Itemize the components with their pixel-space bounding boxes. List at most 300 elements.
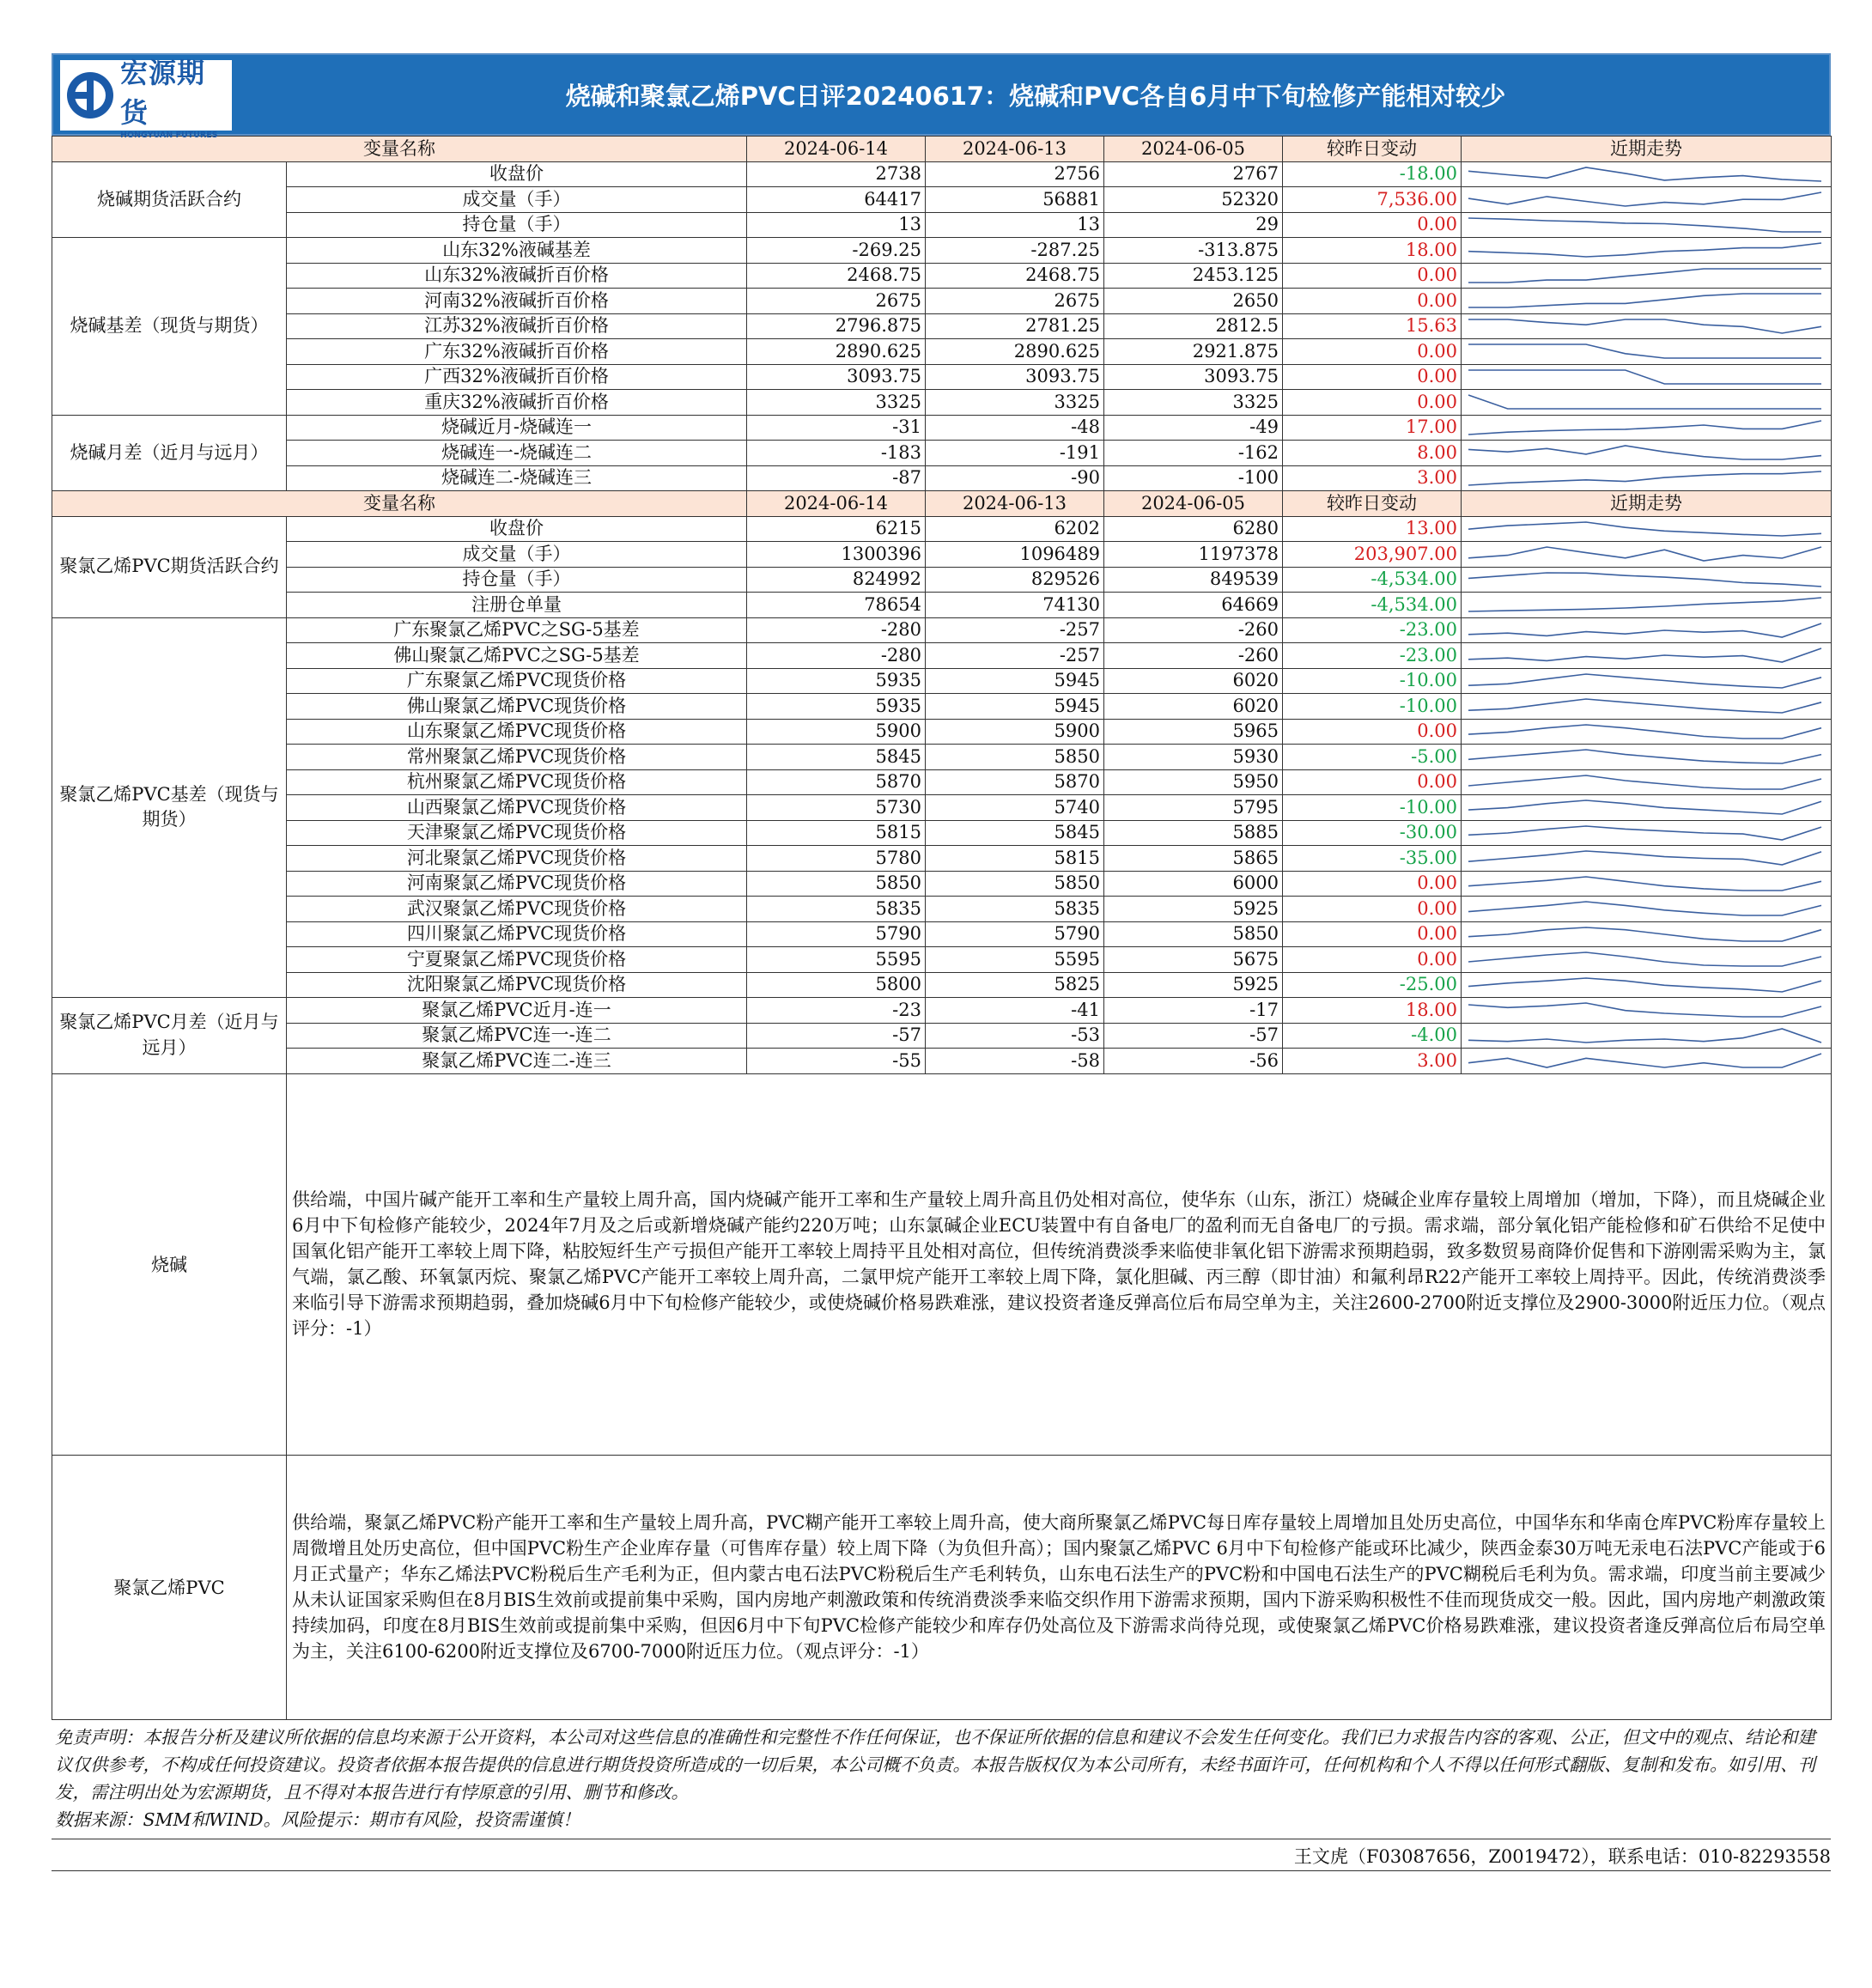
group-label: 烧碱期货活跃合约 — [52, 161, 287, 238]
value-2024-06-05: 5675 — [1104, 947, 1283, 973]
sparkline-line — [1468, 978, 1821, 992]
value-2024-06-05: -100 — [1104, 465, 1283, 491]
variable-name: 广东聚氯乙烯PVC现货价格 — [287, 668, 747, 694]
value-2024-06-05: 5950 — [1104, 769, 1283, 795]
value-2024-06-05: 5850 — [1104, 921, 1283, 947]
variable-name: 烧碱连二-烧碱连三 — [287, 465, 747, 491]
value-2024-06-14: -87 — [747, 465, 926, 491]
sparkline-chart — [1463, 593, 1826, 616]
table-row — [52, 161, 1832, 187]
sparkline-chart — [1463, 670, 1826, 692]
sparkline-chart — [1463, 416, 1826, 439]
value-2024-06-05: -49 — [1104, 415, 1283, 441]
sparkline-chart — [1463, 264, 1826, 287]
value-2024-06-14: 5780 — [747, 846, 926, 872]
header-col-3: 2024-06-05 — [1104, 491, 1283, 517]
sparkline-line — [1468, 1054, 1821, 1067]
value-2024-06-05: 29 — [1104, 212, 1283, 238]
sparkline-chart — [1463, 315, 1826, 337]
daily-change: 0.00 — [1283, 263, 1462, 289]
variable-name: 收盘价 — [287, 161, 747, 187]
value-2024-06-13: -90 — [926, 465, 1104, 491]
trend-sparkline — [1462, 694, 1832, 720]
header-row — [52, 491, 1832, 517]
value-2024-06-13: 5825 — [926, 972, 1104, 998]
header-col-1: 2024-06-14 — [747, 491, 926, 517]
value-2024-06-14: 5870 — [747, 769, 926, 795]
variable-name: 江苏32%液碱折百价格 — [287, 313, 747, 339]
trend-sparkline — [1462, 567, 1832, 593]
sparkline-line — [1468, 674, 1821, 688]
trend-sparkline — [1462, 972, 1832, 998]
trend-sparkline — [1462, 617, 1832, 643]
value-2024-06-14: 5835 — [747, 897, 926, 922]
value-2024-06-14: -23 — [747, 998, 926, 1024]
sparkline-line — [1468, 826, 1821, 840]
trend-sparkline — [1462, 795, 1832, 821]
table-row — [52, 668, 1832, 694]
variable-name: 沈阳聚氯乙烯PVC现货价格 — [287, 972, 747, 998]
daily-change: 0.00 — [1283, 897, 1462, 922]
sparkline-line — [1468, 294, 1821, 307]
sparkline-chart — [1463, 289, 1826, 312]
sparkline-chart — [1463, 771, 1826, 793]
header-col-4: 较昨日变动 — [1283, 491, 1462, 517]
value-2024-06-14: 13 — [747, 212, 926, 238]
variable-name: 山西聚氯乙烯PVC现货价格 — [287, 795, 747, 821]
trend-sparkline — [1462, 161, 1832, 187]
table-row — [52, 263, 1832, 289]
trend-sparkline — [1462, 187, 1832, 213]
variable-name: 武汉聚氯乙烯PVC现货价格 — [287, 897, 747, 922]
sparkline-line — [1468, 648, 1821, 662]
value-2024-06-13: 5815 — [926, 846, 1104, 872]
group-label: 聚氯乙烯PVC期货活跃合约 — [52, 516, 287, 617]
table-row — [52, 998, 1832, 1024]
sparkline-chart — [1463, 518, 1826, 540]
sparkline-line — [1468, 547, 1821, 561]
daily-change: 0.00 — [1283, 769, 1462, 795]
table-row — [52, 415, 1832, 441]
daily-change: -4,534.00 — [1283, 567, 1462, 593]
sparkline-line — [1468, 598, 1821, 611]
sparkline-chart — [1463, 441, 1826, 464]
value-2024-06-13: 5595 — [926, 947, 1104, 973]
value-2024-06-05: -162 — [1104, 441, 1283, 466]
daily-change: -10.00 — [1283, 668, 1462, 694]
value-2024-06-13: 2468.75 — [926, 263, 1104, 289]
sparkline-chart — [1463, 188, 1826, 210]
sparkline-line — [1468, 623, 1821, 637]
sparkline-line — [1468, 851, 1821, 865]
value-2024-06-13: -257 — [926, 643, 1104, 669]
value-2024-06-13: -287.25 — [926, 238, 1104, 264]
trend-sparkline — [1462, 238, 1832, 264]
value-2024-06-13: 6202 — [926, 516, 1104, 542]
value-2024-06-05: 2650 — [1104, 289, 1283, 314]
value-2024-06-13: 5850 — [926, 745, 1104, 770]
value-2024-06-13: 5945 — [926, 694, 1104, 720]
value-2024-06-14: 5790 — [747, 921, 926, 947]
value-2024-06-14: 5935 — [747, 694, 926, 720]
table-row — [52, 897, 1832, 922]
table-row — [52, 921, 1832, 947]
sparkline-chart — [1463, 948, 1826, 970]
daily-change: -4,534.00 — [1283, 593, 1462, 618]
table-row — [52, 820, 1832, 846]
trend-sparkline — [1462, 668, 1832, 694]
value-2024-06-13: -58 — [926, 1049, 1104, 1074]
value-2024-06-05: 849539 — [1104, 567, 1283, 593]
value-2024-06-05: 6000 — [1104, 871, 1283, 897]
value-2024-06-14: 2675 — [747, 289, 926, 314]
sparkline-chart — [1463, 923, 1826, 945]
logo-mark-icon — [65, 70, 115, 120]
value-2024-06-05: -56 — [1104, 1049, 1283, 1074]
trend-sparkline — [1462, 871, 1832, 897]
value-2024-06-14: 5850 — [747, 871, 926, 897]
sparkline-chart — [1463, 366, 1826, 388]
disclaimer-block — [52, 1720, 1831, 1839]
table-row — [52, 643, 1832, 669]
value-2024-06-14: 2796.875 — [747, 313, 926, 339]
value-2024-06-13: 2675 — [926, 289, 1104, 314]
sparkline-line — [1468, 471, 1821, 485]
value-2024-06-13: -191 — [926, 441, 1104, 466]
daily-change: -18.00 — [1283, 161, 1462, 187]
sparkline-line — [1468, 1003, 1821, 1017]
table-row — [52, 1023, 1832, 1049]
daily-change: 0.00 — [1283, 921, 1462, 947]
sparkline-chart — [1463, 745, 1826, 768]
trend-sparkline — [1462, 364, 1832, 390]
sparkline-line — [1468, 775, 1821, 789]
variable-name: 杭州聚氯乙烯PVC现货价格 — [287, 769, 747, 795]
table-row — [52, 390, 1832, 416]
value-2024-06-14: -55 — [747, 1049, 926, 1074]
group-label: 烧碱基差（现货与期货） — [52, 238, 287, 416]
trend-sparkline — [1462, 415, 1832, 441]
value-2024-06-13: -41 — [926, 998, 1104, 1024]
table-row — [52, 289, 1832, 314]
daily-change: -4.00 — [1283, 1023, 1462, 1049]
value-2024-06-13: 2756 — [926, 161, 1104, 187]
sparkline-chart — [1463, 720, 1826, 743]
variable-name: 天津聚氯乙烯PVC现货价格 — [287, 820, 747, 846]
variable-name: 广东32%液碱折百价格 — [287, 339, 747, 365]
value-2024-06-14: 824992 — [747, 567, 926, 593]
trend-sparkline — [1462, 947, 1832, 973]
value-2024-06-13: 3093.75 — [926, 364, 1104, 390]
value-2024-06-05: -17 — [1104, 998, 1283, 1024]
value-2024-06-05: 6020 — [1104, 668, 1283, 694]
value-2024-06-14: 1300396 — [747, 542, 926, 568]
daily-change: 13.00 — [1283, 516, 1462, 542]
value-2024-06-14: 5730 — [747, 795, 926, 821]
value-2024-06-05: 3325 — [1104, 390, 1283, 416]
header-col-5: 近期走势 — [1462, 137, 1832, 162]
trend-sparkline — [1462, 313, 1832, 339]
table-row — [52, 313, 1832, 339]
variable-name: 山东32%液碱折百价格 — [287, 263, 747, 289]
sparkline-chart — [1463, 847, 1826, 869]
value-2024-06-13: 74130 — [926, 593, 1104, 618]
value-2024-06-05: 6280 — [1104, 516, 1283, 542]
value-2024-06-14: 2468.75 — [747, 263, 926, 289]
table-row — [52, 339, 1832, 365]
sparkline-chart — [1463, 822, 1826, 844]
value-2024-06-05: -260 — [1104, 643, 1283, 669]
value-2024-06-14: -31 — [747, 415, 926, 441]
daily-change: 0.00 — [1283, 871, 1462, 897]
daily-change: 18.00 — [1283, 238, 1462, 264]
daily-change: 17.00 — [1283, 415, 1462, 441]
value-2024-06-14: 64417 — [747, 187, 926, 213]
value-2024-06-05: 5930 — [1104, 745, 1283, 770]
sparkline-line — [1468, 344, 1821, 358]
sparkline-line — [1468, 573, 1821, 587]
value-2024-06-13: 5850 — [926, 871, 1104, 897]
value-2024-06-05: 3093.75 — [1104, 364, 1283, 390]
variable-name: 山东32%液碱基差 — [287, 238, 747, 264]
trend-sparkline — [1462, 390, 1832, 416]
variable-name: 持仓量（手） — [287, 212, 747, 238]
daily-change: -30.00 — [1283, 820, 1462, 846]
value-2024-06-05: -57 — [1104, 1023, 1283, 1049]
value-2024-06-14: -280 — [747, 617, 926, 643]
value-2024-06-14: 6215 — [747, 516, 926, 542]
value-2024-06-13: 13 — [926, 212, 1104, 238]
table-row — [52, 871, 1832, 897]
variable-name: 收盘价 — [287, 516, 747, 542]
table-row — [52, 745, 1832, 770]
trend-sparkline — [1462, 897, 1832, 922]
value-2024-06-13: 829526 — [926, 567, 1104, 593]
daily-change: 0.00 — [1283, 390, 1462, 416]
author-contact: 王文虎（F03087656，Z0019472），联系电话：010-82293558 — [52, 1839, 1831, 1871]
sparkline-line — [1468, 446, 1821, 459]
variable-name: 注册仓单量 — [287, 593, 747, 618]
trend-sparkline — [1462, 593, 1832, 618]
sparkline-chart — [1463, 644, 1826, 666]
trend-sparkline — [1462, 719, 1832, 745]
value-2024-06-13: 3325 — [926, 390, 1104, 416]
value-2024-06-05: 2921.875 — [1104, 339, 1283, 365]
trend-sparkline — [1462, 339, 1832, 365]
table-row — [52, 795, 1832, 821]
table-row — [52, 694, 1832, 720]
value-2024-06-05: 5925 — [1104, 972, 1283, 998]
sparkline-line — [1468, 167, 1821, 181]
daily-change: -23.00 — [1283, 643, 1462, 669]
value-2024-06-14: 2890.625 — [747, 339, 926, 365]
variable-name: 重庆32%液碱折百价格 — [287, 390, 747, 416]
commentary-label-pvc: 聚氯乙烯PVC — [52, 1455, 287, 1719]
table-row — [52, 465, 1832, 491]
trend-sparkline — [1462, 212, 1832, 238]
daily-change: -23.00 — [1283, 617, 1462, 643]
header-col-3: 2024-06-05 — [1104, 137, 1283, 162]
table-row — [52, 947, 1832, 973]
value-2024-06-13: 5870 — [926, 769, 1104, 795]
variable-name: 四川聚氯乙烯PVC现货价格 — [287, 921, 747, 947]
header-col-5: 近期走势 — [1462, 491, 1832, 517]
sparkline-line — [1468, 902, 1821, 915]
trend-sparkline — [1462, 769, 1832, 795]
variable-name: 聚氯乙烯PVC连一-连二 — [287, 1023, 747, 1049]
sparkline-chart — [1463, 619, 1826, 641]
sparkline-line — [1468, 192, 1821, 206]
value-2024-06-05: 5865 — [1104, 846, 1283, 872]
sparkline-line — [1468, 927, 1821, 941]
header-col-1: 2024-06-14 — [747, 137, 926, 162]
company-logo — [60, 56, 232, 140]
commentary-label-caustic-soda: 烧碱 — [52, 1073, 287, 1455]
variable-name: 聚氯乙烯PVC近月-连一 — [287, 998, 747, 1024]
header-variable-name: 变量名称 — [52, 137, 747, 162]
value-2024-06-05: 52320 — [1104, 187, 1283, 213]
group-label: 聚氯乙烯PVC基差（现货与期货） — [52, 617, 287, 998]
value-2024-06-05: -260 — [1104, 617, 1283, 643]
value-2024-06-13: -257 — [926, 617, 1104, 643]
value-2024-06-14: 78654 — [747, 593, 926, 618]
value-2024-06-13: -48 — [926, 415, 1104, 441]
value-2024-06-14: 3093.75 — [747, 364, 926, 390]
value-2024-06-13: 1096489 — [926, 542, 1104, 568]
daily-change: 8.00 — [1283, 441, 1462, 466]
daily-change: -35.00 — [1283, 846, 1462, 872]
variable-name: 河南聚氯乙烯PVC现货价格 — [287, 871, 747, 897]
variable-name: 持仓量（手） — [287, 567, 747, 593]
sparkline-line — [1468, 750, 1821, 763]
value-2024-06-14: 5815 — [747, 820, 926, 846]
sparkline-chart — [1463, 543, 1826, 565]
value-2024-06-14: 5935 — [747, 668, 926, 694]
value-2024-06-13: 5740 — [926, 795, 1104, 821]
sparkline-line — [1468, 421, 1821, 435]
variable-name: 河北聚氯乙烯PVC现货价格 — [287, 846, 747, 872]
sparkline-chart — [1463, 1024, 1826, 1047]
disclaimer-text: 免责声明：本报告分析及建议所依据的信息均来源于公开资料，本公司对这些信息的准确性和完整性不作任何保证，也不保证所依据的信息和建议不会发生任何变化。我们已力求报告内容的客观、公正，但文中的观点、结论和建议仅供参考，不构成任何投资建议。投资者依据本报告提供的信息进行期货投资所造成的一切后果，本公司概不负责。本报告版权仅为本公司所有，未经书面许可，任何机构和个人不得以任何形式翻版、复制和发布。如引用、刊发，需注明出处为宏源期货，且不得对本报告进行有悖原意的引用、删节和修改。 — [55, 1726, 1815, 1803]
value-2024-06-14: -280 — [747, 643, 926, 669]
daily-change: 18.00 — [1283, 998, 1462, 1024]
trend-sparkline — [1462, 846, 1832, 872]
daily-change: 0.00 — [1283, 364, 1462, 390]
sparkline-line — [1468, 1029, 1821, 1043]
variable-name: 广西32%液碱折百价格 — [287, 364, 747, 390]
trend-sparkline — [1462, 921, 1832, 947]
variable-name: 山东聚氯乙烯PVC现货价格 — [287, 719, 747, 745]
sparkline-chart — [1463, 391, 1826, 413]
trend-sparkline — [1462, 441, 1832, 466]
value-2024-06-14: 5595 — [747, 947, 926, 973]
value-2024-06-13: 5835 — [926, 897, 1104, 922]
daily-change: 3.00 — [1283, 465, 1462, 491]
value-2024-06-14: 2738 — [747, 161, 926, 187]
commentary-table — [52, 1073, 1832, 1720]
value-2024-06-05: 5885 — [1104, 820, 1283, 846]
header-col-2: 2024-06-13 — [926, 137, 1104, 162]
table-row — [52, 1049, 1832, 1074]
daily-change: -10.00 — [1283, 795, 1462, 821]
daily-change: 7,536.00 — [1283, 187, 1462, 213]
group-label: 聚氯乙烯PVC月差（近月与远月） — [52, 998, 287, 1074]
value-2024-06-05: 2767 — [1104, 161, 1283, 187]
value-2024-06-05: 5925 — [1104, 897, 1283, 922]
table-row — [52, 846, 1832, 872]
table-row — [52, 516, 1832, 542]
group-label: 烧碱月差（近月与远月） — [52, 415, 287, 491]
daily-change: 15.63 — [1283, 313, 1462, 339]
daily-change: 0.00 — [1283, 289, 1462, 314]
table-row — [52, 769, 1832, 795]
value-2024-06-05: 1197378 — [1104, 542, 1283, 568]
daily-change: -25.00 — [1283, 972, 1462, 998]
value-2024-06-14: 3325 — [747, 390, 926, 416]
value-2024-06-05: 5965 — [1104, 719, 1283, 745]
sparkline-line — [1468, 243, 1821, 257]
trend-sparkline — [1462, 643, 1832, 669]
daily-change: 3.00 — [1283, 1049, 1462, 1074]
value-2024-06-13: 2890.625 — [926, 339, 1104, 365]
sparkline-chart — [1463, 796, 1826, 818]
variable-name: 成交量（手） — [287, 542, 747, 568]
value-2024-06-14: -269.25 — [747, 238, 926, 264]
daily-change: 0.00 — [1283, 719, 1462, 745]
trend-sparkline — [1462, 542, 1832, 568]
sparkline-chart — [1463, 214, 1826, 236]
logo-chinese-name: 宏源期货 — [120, 56, 206, 129]
daily-change: 0.00 — [1283, 947, 1462, 973]
sparkline-chart — [1463, 163, 1826, 185]
trend-sparkline — [1462, 820, 1832, 846]
variable-name: 成交量（手） — [287, 187, 747, 213]
value-2024-06-14: -57 — [747, 1023, 926, 1049]
commentary-text-pvc: 供给端，聚氯乙烯PVC粉产能开工率和生产量较上周升高，PVC糊产能开工率较上周升高，使大商所聚氯乙烯PVC每日库存量较上周增加且处历史高位，中国华东和华南仓库PVC粉库存量较上周微增且处历史高位，但中国PVC粉生产企业库存量（可售库存量）较上周下降（为负但升高）；国内聚氯乙烯PVC 6月中下旬检修产能或环比减少，陕西金泰30万吨无汞电石法PVC产能或于6月正式量产；华东乙烯法PVC粉税后生产毛利为正，但内蒙古电石法PVC粉税后生产毛利转负，山东电石法生产的PVC粉和中国电石法生产的PVC糊税后毛利为负。需求端，印度当前主要减少从未认证国家采购但在8月BIS生效前或提前集中采购，国内房地产刺激政策和传统消费淡季来临交织作用下游需求预期，国内下游采购积极性不佳而现货成交一般。因此，国内房地产刺激政策持续加码，印度在8月BIS生效前或提前集中采购，但因6月中下旬PVC检修产能较少和库存仍处高位及下游需求尚待兑现，或使聚氯乙烯PVC价格易跌难涨，建议投资者逢反弹高位后布局空单为主，关注6100-6200附近支撑位及6700-7000附近压力位。（观点评分：-1） — [287, 1455, 1832, 1719]
value-2024-06-05: 2812.5 — [1104, 313, 1283, 339]
value-2024-06-13: 5945 — [926, 668, 1104, 694]
table-row — [52, 567, 1832, 593]
table-row — [52, 238, 1832, 264]
variable-name: 烧碱连一-烧碱连二 — [287, 441, 747, 466]
sparkline-line — [1468, 319, 1821, 333]
sparkline-chart — [1463, 239, 1826, 261]
sparkline-chart — [1463, 1049, 1826, 1072]
sparkline-line — [1468, 522, 1821, 536]
trend-sparkline — [1462, 465, 1832, 491]
value-2024-06-13: 56881 — [926, 187, 1104, 213]
trend-sparkline — [1462, 1023, 1832, 1049]
variable-name: 常州聚氯乙烯PVC现货价格 — [287, 745, 747, 770]
value-2024-06-13: 5790 — [926, 921, 1104, 947]
trend-sparkline — [1462, 1049, 1832, 1074]
table-row — [52, 972, 1832, 998]
variable-name: 聚氯乙烯PVC连二-连三 — [287, 1049, 747, 1074]
sparkline-line — [1468, 269, 1821, 283]
table-row — [52, 542, 1832, 568]
value-2024-06-05: 6020 — [1104, 694, 1283, 720]
sparkline-line — [1468, 725, 1821, 739]
value-2024-06-13: 5900 — [926, 719, 1104, 745]
table-row — [52, 212, 1832, 238]
sparkline-chart — [1463, 999, 1826, 1021]
table-row — [52, 364, 1832, 390]
sparkline-chart — [1463, 872, 1826, 895]
table-row — [52, 187, 1832, 213]
table-row — [52, 441, 1832, 466]
sparkline-line — [1468, 800, 1821, 814]
sparkline-chart — [1463, 340, 1826, 362]
